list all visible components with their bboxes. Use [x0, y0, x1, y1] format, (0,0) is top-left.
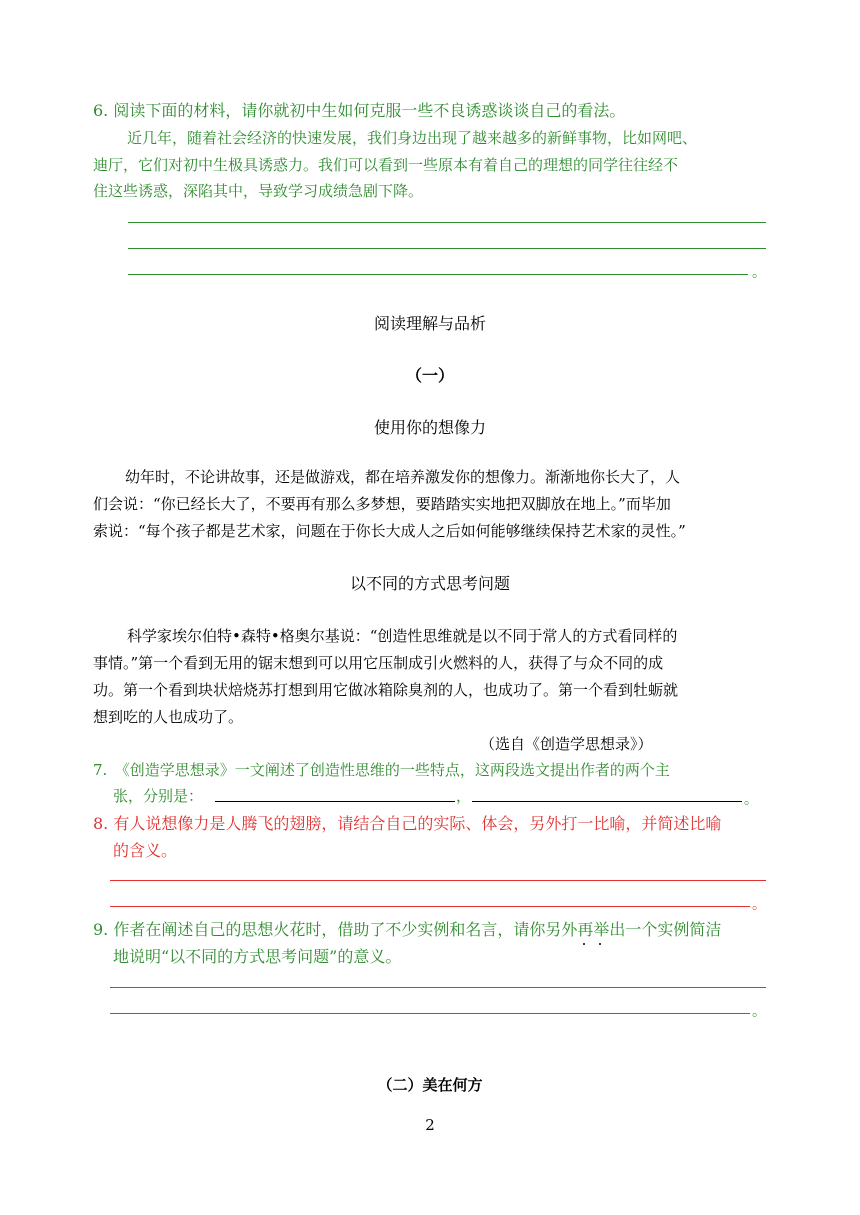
q6-answer-line-1[interactable]	[128, 222, 766, 223]
q8-line-2: 的含义。	[113, 841, 178, 860]
q7-comma: ，	[456, 787, 472, 805]
passage1-line-2: 们会说：“你已经长大了，不要再有那么多梦想，要踏踏实实地把双脚放在地上。”而毕加	[93, 495, 671, 513]
q6-material-line-3: 住这些诱惑，深陷其中，导致学习成绩急剧下降。	[93, 182, 424, 200]
q7-answer-line-1[interactable]	[215, 801, 455, 802]
passage2-line-4: 想到吃的人也成功了。	[93, 708, 244, 726]
q9-line-2: 地说明“以不同的方式思考问题”的意义。	[113, 947, 402, 966]
part2-label: （二）美在何方	[377, 1076, 483, 1094]
q7-line-2-prefix: 张，分别是：	[113, 787, 204, 805]
q8-end-mark: 。	[752, 897, 766, 913]
page-number: 2	[425, 1116, 435, 1134]
part1-label: （一）	[405, 366, 454, 385]
q9-answer-line-2[interactable]	[110, 1013, 750, 1014]
passage2-line-1: 科学家埃尔伯特•森特•格奥尔基说：“创造性思维就是以不同于常人的方式看同样的	[127, 627, 678, 645]
q6-material-line-1: 近几年，随着社会经济的快速发展，我们身边出现了越来越多的新鲜事物，比如网吧、	[127, 129, 698, 147]
q6-answer-line-3[interactable]	[128, 274, 748, 275]
passage2-source: （选自《创造学思想录》）	[480, 735, 653, 753]
q6-material-line-2: 迪厅，它们对初中生极具诱惑力。我们可以看到一些原本有着自己的理想的同学往往经不	[93, 156, 679, 174]
q9-end-mark: 。	[752, 1004, 766, 1020]
passage1-line-1: 幼年时，不论讲故事，还是做游戏，都在培养激发你的想像力。渐渐地你长大了，人	[125, 468, 681, 486]
passage2-line-3: 功。第一个看到块状焙烧苏打想到用它做冰箱除臭剂的人，也成功了。第一个看到牡蛎就	[93, 681, 679, 699]
q8-answer-line-1[interactable]	[110, 880, 766, 881]
passage2-title: 以不同的方式思考问题	[349, 574, 510, 593]
q7-end-mark: 。	[744, 792, 758, 808]
passage1-title: 使用你的想像力	[373, 418, 486, 437]
q8-line-1: 8. 有人说想像力是人腾飞的翅膀，请结合自己的实际、体会，另外打一比喻，并简述比喻	[93, 814, 722, 833]
q6-prompt: 6. 阅读下面的材料，请你就初中生如何克服一些不良诱惑谈谈自己的看法。	[93, 101, 626, 120]
emphasis-dot-2	[599, 943, 601, 945]
q9-answer-line-1[interactable]	[110, 987, 766, 988]
section-title: 阅读理解与品析	[373, 314, 486, 333]
emphasis-dot-1	[583, 943, 585, 945]
q6-answer-line-2[interactable]	[128, 248, 766, 249]
passage2-line-2: 事情。”第一个看到无用的锯末想到可以用它压制成引火燃料的人，获得了与众不同的成	[93, 654, 664, 672]
q7-line-1: 7. 《创造学思想录》一文阐述了创造性思维的一些特点，这两段选文提出作者的两个主	[93, 761, 670, 779]
passage1-line-3: 索说：“每个孩子都是艺术家，问题在于你长大成人之后如何能够继续保持艺术家的灵性。”	[93, 522, 686, 540]
q7-answer-line-2[interactable]	[472, 801, 742, 802]
q9-line-1: 9. 作者在阐述自己的思想火花时，借助了不少实例和名言，请你另外再举出一个实例简洁	[93, 920, 722, 939]
q8-answer-line-2[interactable]	[110, 906, 750, 907]
q6-end-mark: 。	[752, 265, 766, 281]
